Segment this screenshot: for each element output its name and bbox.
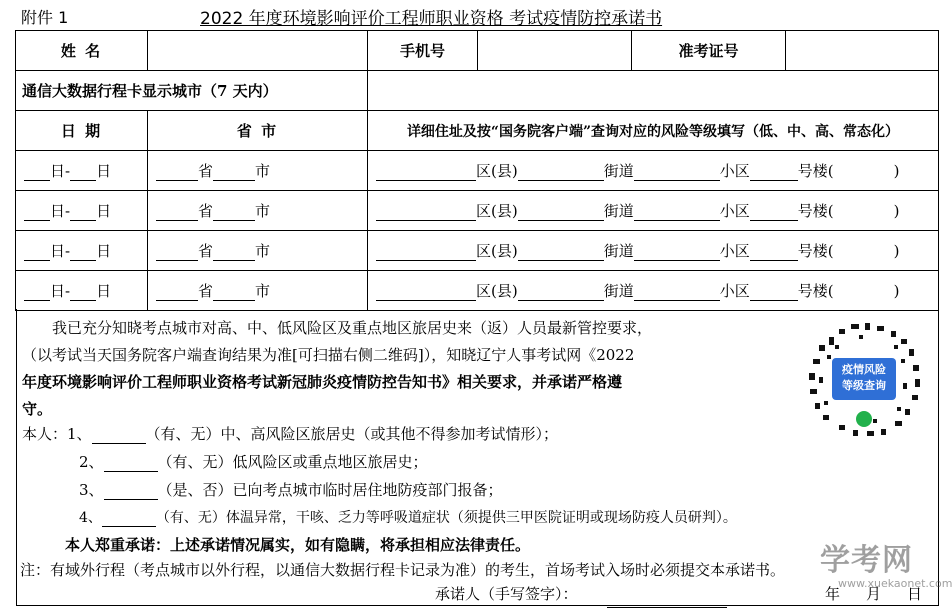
- province-city-column-header: 省 市: [148, 111, 368, 151]
- document-header: [0, 0, 952, 30]
- declaration-line-2: （以考试当天国务院客户端查询结果为准[可扫描右侧二维码]），知晓辽宁人事考试网《2022: [22, 346, 635, 364]
- address-column-header: 详细住址及按“国务院客户端”查询对应的风险等级填写（低、中、高、常态化）: [368, 111, 939, 151]
- declaration-line-3: 年度环境影响评价工程师职业资格考试新冠肺炎疫情防控告知书》相关要求，并承诺严格遵: [22, 373, 623, 391]
- commitment-item-2: 2、 （有、无）低风险区或重点地区旅居史；: [79, 453, 428, 471]
- itinerary-row: [16, 151, 939, 191]
- date-column-header: 日 期: [16, 111, 148, 151]
- solemn-commitment: 本人郑重承诺：上述承诺情况属实，如有隐瞒，将承担相应法律责任。: [65, 536, 531, 554]
- commitment-item-3: 3、 （是、否）已向考点城市临时居住地防疫部门报备；: [79, 481, 503, 499]
- phone-label: 手机号: [368, 31, 478, 71]
- phone-field[interactable]: [478, 31, 632, 71]
- name-field[interactable]: [148, 31, 368, 71]
- qr-code[interactable]: [799, 315, 929, 445]
- address-cell[interactable]: 区(县) 街道 小区 号楼( ): [368, 191, 939, 231]
- date-cell[interactable]: 日- 日: [16, 271, 148, 311]
- address-cell[interactable]: 区(县) 街道 小区 号楼( ): [368, 231, 939, 271]
- commitment-item-1: 本人：1、 （有、无）中、高风险区旅居史（或其他不得参加考试情形）；: [22, 425, 559, 443]
- item-2-blank[interactable]: [104, 457, 158, 472]
- commitment-form-table: [15, 30, 939, 311]
- exam-number-field[interactable]: [786, 31, 939, 71]
- itinerary-row: [16, 231, 939, 271]
- province-city-cell[interactable]: 省 市: [148, 191, 368, 231]
- declaration-line-4: 守。: [22, 400, 53, 418]
- signature-field[interactable]: [607, 593, 727, 608]
- item-1-blank[interactable]: [92, 429, 146, 444]
- province-city-cell[interactable]: 省 市: [148, 271, 368, 311]
- item-3-blank[interactable]: [104, 485, 158, 500]
- itinerary-row: [16, 191, 939, 231]
- sign-date: 年 月 日: [825, 585, 923, 603]
- declaration-paragraph: [22, 315, 772, 423]
- date-cell[interactable]: 日- 日: [16, 151, 148, 191]
- date-cell[interactable]: 日- 日: [16, 231, 148, 271]
- qr-badge: 疫情风险 等级查询: [832, 358, 896, 400]
- date-cell[interactable]: 日- 日: [16, 191, 148, 231]
- itinerary-row: [16, 271, 939, 311]
- province-city-cell[interactable]: 省 市: [148, 151, 368, 191]
- exam-number-label: 准考证号: [632, 31, 786, 71]
- note-text: 注：有域外行程（考点城市以外行程，以通信大数据行程卡记录为准）的考生，首场考试入场时必须提交本承诺书。: [20, 561, 786, 579]
- document-title: 2022 年度环境影响评价工程师职业资格 考试疫情防控承诺书: [200, 9, 663, 29]
- signer-label: 承诺人（手写签字）：: [435, 585, 578, 603]
- itinerary-label: 通信大数据行程卡显示城市（7 天内）: [16, 71, 368, 111]
- attachment-label: 附件 1: [21, 8, 69, 27]
- commitment-item-4: 4、 （有、无）体温异常，干咳、乏力等呼吸道症状（须提供三甲医院证明或现场防疫人员研判）。: [79, 510, 737, 526]
- name-label: 姓 名: [16, 31, 148, 71]
- item-4-blank[interactable]: [102, 512, 156, 527]
- address-cell[interactable]: 区(县) 街道 小区 号楼( ): [368, 271, 939, 311]
- address-cell[interactable]: 区(县) 街道 小区 号楼( ): [368, 151, 939, 191]
- itinerary-blank: [368, 71, 939, 111]
- declaration-section: [16, 309, 939, 606]
- declaration-line-1: 我已充分知晓考点城市对高、中、低风险区及重点地区旅居史来（返）人员最新管控要求，: [52, 319, 653, 337]
- watermark-logo: 学考网 www.xuekaonet.com: [820, 543, 952, 590]
- province-city-cell[interactable]: 省 市: [148, 231, 368, 271]
